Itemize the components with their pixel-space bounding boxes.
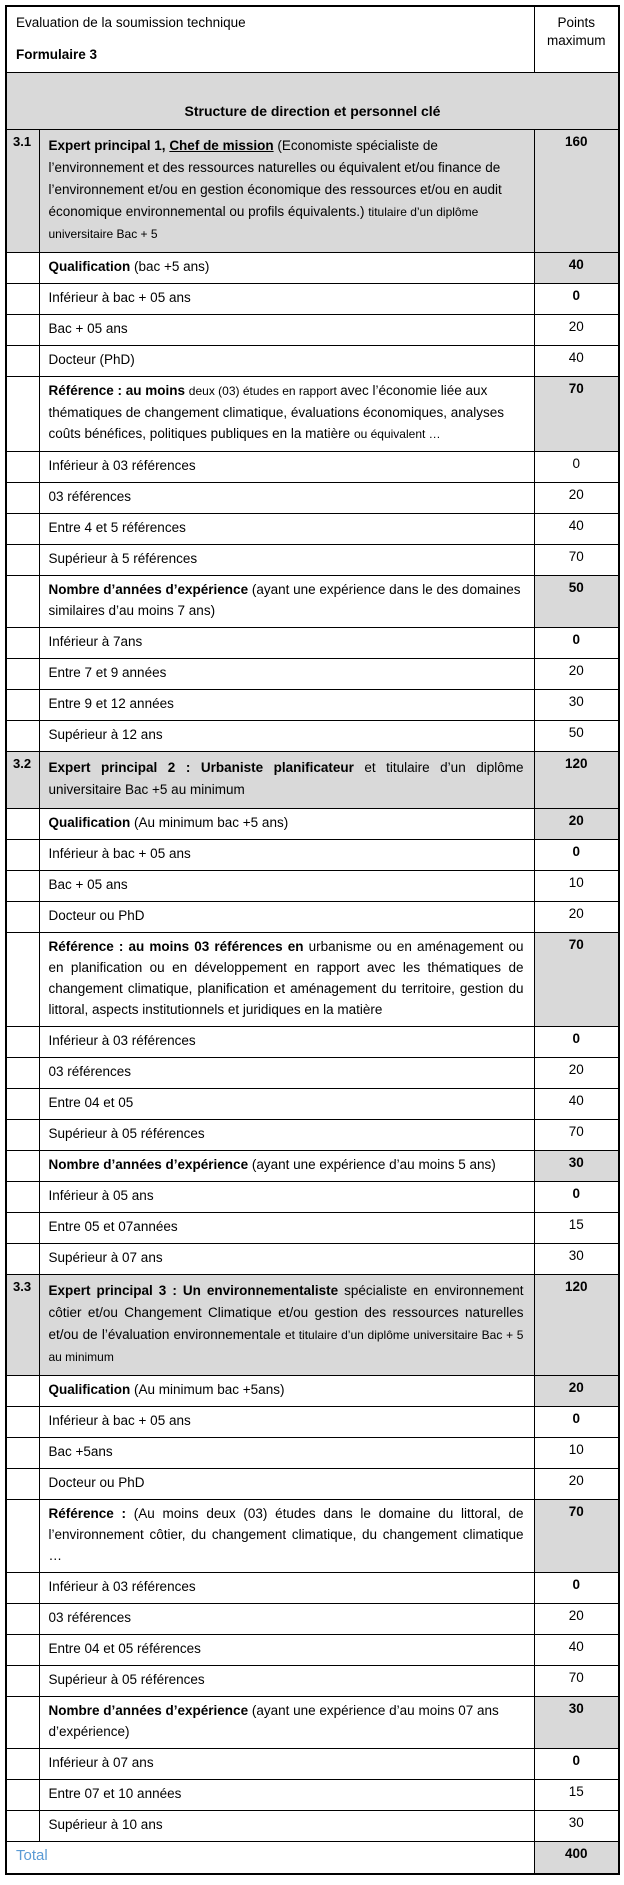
points-cell: 70 bbox=[534, 933, 619, 1027]
text-segment: Qualification bbox=[48, 259, 135, 274]
row-number-cell bbox=[6, 1120, 39, 1151]
text-segment: Inférieur à bac + 05 ans bbox=[48, 846, 191, 861]
row-number-cell bbox=[6, 690, 39, 721]
description-cell bbox=[39, 1027, 534, 1058]
points-cell: 50 bbox=[534, 576, 619, 628]
points-cell: 40 bbox=[534, 514, 619, 545]
description-cell bbox=[39, 1120, 534, 1151]
total-label: Total bbox=[6, 1842, 534, 1875]
description-cell bbox=[39, 840, 534, 871]
table-row-criterion bbox=[6, 871, 619, 902]
row-number-cell bbox=[6, 1376, 39, 1407]
text-segment: et titulaire d’un diplôme universitaire Bac +5 au minimum bbox=[48, 760, 524, 797]
description-cell bbox=[39, 1749, 534, 1780]
table-row-category bbox=[6, 576, 619, 628]
points-cell: 0 bbox=[534, 628, 619, 659]
description-cell bbox=[39, 1407, 534, 1438]
table-row-criterion bbox=[6, 1089, 619, 1120]
table-row-criterion bbox=[6, 1244, 619, 1275]
row-number-cell bbox=[6, 576, 39, 628]
text-segment: (ayant une expérience d’au moins 5 ans) bbox=[251, 1157, 496, 1172]
text-segment: Supérieur à 10 ans bbox=[48, 1817, 163, 1832]
text-segment: Supérieur à 5 références bbox=[48, 551, 198, 566]
text-segment: Nombre d’années d’expérience bbox=[48, 1157, 252, 1172]
text-segment: deux (03) études en rapport bbox=[188, 384, 341, 398]
description-cell bbox=[39, 752, 534, 809]
points-cell: 20 bbox=[534, 1604, 619, 1635]
description-cell bbox=[39, 1573, 534, 1604]
points-cell: 15 bbox=[534, 1780, 619, 1811]
text-segment: spécialiste en environnement côtier et/ou Changement Climatique et/ou gestion des ressources naturelles et/ou de l’évaluation environnementale bbox=[48, 1283, 524, 1342]
row-number-cell bbox=[6, 1697, 39, 1749]
text-segment: , bbox=[161, 138, 170, 153]
text-segment: Docteur ou PhD bbox=[48, 1475, 145, 1490]
description-cell bbox=[39, 1604, 534, 1635]
row-number-cell bbox=[6, 933, 39, 1027]
text-segment: Un environnementaliste bbox=[182, 1283, 339, 1298]
row-number-cell: 3.3 bbox=[6, 1275, 39, 1376]
text-segment: Bac + 05 ans bbox=[48, 321, 128, 336]
text-segment: urbanisme ou en aménagement ou en planification ou en développement en rapport avec les thématiques de changement climatique, planification et aménagement du territoire, gestion du littoral, aspects institutionnels et juridiques en la matière bbox=[48, 939, 524, 1017]
text-segment: : bbox=[166, 1283, 183, 1298]
table-row-criterion bbox=[6, 1780, 619, 1811]
description-cell bbox=[39, 1635, 534, 1666]
row-number-cell bbox=[6, 1213, 39, 1244]
description-cell bbox=[39, 452, 534, 483]
points-cell: 40 bbox=[534, 1635, 619, 1666]
table-row-category bbox=[6, 377, 619, 452]
row-number-cell bbox=[6, 1780, 39, 1811]
row-number-cell bbox=[6, 1666, 39, 1697]
text-segment: (Au minimum bac +5 ans) bbox=[134, 815, 289, 830]
row-number-cell bbox=[6, 1573, 39, 1604]
table-row-criterion bbox=[6, 1407, 619, 1438]
points-cell: 120 bbox=[534, 752, 619, 809]
points-cell: 160 bbox=[534, 130, 619, 253]
table-row-criterion bbox=[6, 284, 619, 315]
table-row-expert bbox=[6, 130, 619, 253]
points-cell: 20 bbox=[534, 659, 619, 690]
row-number-cell bbox=[6, 483, 39, 514]
table-row-criterion bbox=[6, 1811, 619, 1842]
text-segment: Nombre d’années d’expérience bbox=[48, 582, 252, 597]
row-number-cell bbox=[6, 315, 39, 346]
text-segment: Inférieur à 03 références bbox=[48, 1033, 196, 1048]
row-number-cell bbox=[6, 377, 39, 452]
description-cell bbox=[39, 377, 534, 452]
points-cell: 0 bbox=[534, 284, 619, 315]
description-cell bbox=[39, 721, 534, 752]
points-cell: 0 bbox=[534, 452, 619, 483]
points-cell: 40 bbox=[534, 253, 619, 284]
text-segment: : bbox=[175, 760, 201, 775]
points-cell: 15 bbox=[534, 1213, 619, 1244]
document-subtitle: Formulaire 3 bbox=[16, 47, 98, 62]
description-cell bbox=[39, 315, 534, 346]
points-cell: 30 bbox=[534, 690, 619, 721]
points-cell: 30 bbox=[534, 1811, 619, 1842]
description-cell bbox=[39, 1469, 534, 1500]
text-segment: Expert principal 2 bbox=[48, 760, 176, 775]
text-segment: Entre 7 et 9 années bbox=[48, 665, 167, 680]
text-segment: (Au minimum bac +5ans) bbox=[134, 1382, 285, 1397]
evaluation-table bbox=[5, 5, 620, 1875]
points-cell: 0 bbox=[534, 1407, 619, 1438]
section-header-row bbox=[6, 73, 619, 130]
row-number-cell bbox=[6, 1407, 39, 1438]
text-segment: Inférieur à 05 ans bbox=[48, 1188, 154, 1203]
text-segment: 03 références bbox=[48, 489, 132, 504]
row-number-cell bbox=[6, 871, 39, 902]
description-cell bbox=[39, 130, 534, 253]
text-segment: Expert principal 3 bbox=[48, 1283, 167, 1298]
points-cell: 0 bbox=[534, 1749, 619, 1780]
points-cell: 40 bbox=[534, 1089, 619, 1120]
row-number-cell bbox=[6, 1151, 39, 1182]
table-row-criterion bbox=[6, 1749, 619, 1780]
row-number-cell bbox=[6, 1058, 39, 1089]
row-number-cell bbox=[6, 1027, 39, 1058]
table-row-criterion bbox=[6, 1573, 619, 1604]
points-cell: 20 bbox=[534, 1376, 619, 1407]
row-number-cell bbox=[6, 545, 39, 576]
table-row-criterion bbox=[6, 1438, 619, 1469]
description-cell bbox=[39, 1244, 534, 1275]
document-title: Evaluation de la soumission technique bbox=[16, 15, 246, 30]
table-row-criterion bbox=[6, 315, 619, 346]
table-row-criterion bbox=[6, 659, 619, 690]
text-segment: Entre 07 et 10 années bbox=[48, 1786, 182, 1801]
description-cell bbox=[39, 576, 534, 628]
table-body bbox=[6, 130, 619, 1842]
text-segment: Entre 05 et 07années bbox=[48, 1219, 178, 1234]
table-row-criterion bbox=[6, 1666, 619, 1697]
text-segment: Référence : au moins 03 références en bbox=[48, 939, 309, 954]
table-row-criterion bbox=[6, 514, 619, 545]
text-segment: (Au moins deux (03) études dans le domaine du littoral, de l’environnement côtier, du changement climatique, du changement climatique … bbox=[48, 1506, 524, 1563]
text-segment: Entre 04 et 05 références bbox=[48, 1641, 201, 1656]
points-cell: 10 bbox=[534, 871, 619, 902]
table-row-criterion bbox=[6, 902, 619, 933]
description-cell bbox=[39, 253, 534, 284]
text-segment: Inférieur à 07 ans bbox=[48, 1755, 154, 1770]
description-cell bbox=[39, 902, 534, 933]
table-row-category bbox=[6, 933, 619, 1027]
text-segment: Qualification bbox=[48, 1382, 135, 1397]
row-number-cell bbox=[6, 346, 39, 377]
description-cell bbox=[39, 1697, 534, 1749]
description-cell bbox=[39, 659, 534, 690]
points-cell: 120 bbox=[534, 1275, 619, 1376]
description-cell bbox=[39, 1376, 534, 1407]
row-number-cell bbox=[6, 1244, 39, 1275]
text-segment: Inférieur à 03 références bbox=[48, 458, 196, 473]
points-cell: 70 bbox=[534, 1120, 619, 1151]
text-segment: (bac +5 ans) bbox=[134, 259, 210, 274]
points-cell: 0 bbox=[534, 1573, 619, 1604]
table-row-criterion bbox=[6, 840, 619, 871]
points-cell: 10 bbox=[534, 1438, 619, 1469]
table-row-criterion bbox=[6, 1469, 619, 1500]
text-segment: Référence : bbox=[48, 1506, 134, 1521]
text-segment: 03 références bbox=[48, 1610, 132, 1625]
description-cell bbox=[39, 1275, 534, 1376]
description-cell bbox=[39, 690, 534, 721]
table-row-criterion bbox=[6, 346, 619, 377]
points-cell: 20 bbox=[534, 1058, 619, 1089]
text-segment: Entre 9 et 12 années bbox=[48, 696, 174, 711]
text-segment: 03 références bbox=[48, 1064, 132, 1079]
row-number-cell bbox=[6, 809, 39, 840]
text-segment: Inférieur à bac + 05 ans bbox=[48, 1413, 191, 1428]
description-cell bbox=[39, 483, 534, 514]
description-cell bbox=[39, 1438, 534, 1469]
points-column-header: Points maximum bbox=[534, 6, 619, 73]
row-number-cell bbox=[6, 628, 39, 659]
text-segment: Supérieur à 12 ans bbox=[48, 727, 163, 742]
description-cell bbox=[39, 1089, 534, 1120]
row-number-cell bbox=[6, 1089, 39, 1120]
description-cell bbox=[39, 545, 534, 576]
text-segment: Entre 04 et 05 bbox=[48, 1095, 134, 1110]
points-cell: 20 bbox=[534, 902, 619, 933]
description-cell bbox=[39, 1780, 534, 1811]
description-cell bbox=[39, 933, 534, 1027]
row-number-cell bbox=[6, 1182, 39, 1213]
row-number-cell bbox=[6, 1635, 39, 1666]
row-number-cell bbox=[6, 721, 39, 752]
row-number-cell bbox=[6, 902, 39, 933]
table-row-category bbox=[6, 1151, 619, 1182]
text-segment: Docteur (PhD) bbox=[48, 352, 135, 367]
text-segment: Inférieur à 7ans bbox=[48, 634, 143, 649]
header-row bbox=[6, 6, 619, 73]
points-cell: 20 bbox=[534, 1469, 619, 1500]
points-cell: 70 bbox=[534, 545, 619, 576]
row-number-cell bbox=[6, 1438, 39, 1469]
points-cell: 20 bbox=[534, 483, 619, 514]
text-segment: titulaire d’un diplôme universitaire Bac + 5 bbox=[48, 205, 479, 241]
points-cell: 0 bbox=[534, 1027, 619, 1058]
table-row-criterion bbox=[6, 628, 619, 659]
text-segment: (ayant une expérience dans le des domaines similaires d’au moins 7 ans) bbox=[48, 582, 521, 618]
row-number-cell: 3.1 bbox=[6, 130, 39, 253]
table-row-category bbox=[6, 253, 619, 284]
points-cell: 30 bbox=[534, 1697, 619, 1749]
text-segment: et titulaire d’un diplôme universitaire Bac + 5 au minimum bbox=[48, 1328, 524, 1364]
text-segment: Entre 4 et 5 références bbox=[48, 520, 186, 535]
description-cell bbox=[39, 1213, 534, 1244]
description-cell bbox=[39, 1666, 534, 1697]
text-segment: Qualification bbox=[48, 815, 135, 830]
text-segment: Supérieur à 05 références bbox=[48, 1126, 205, 1141]
table-row-criterion bbox=[6, 721, 619, 752]
description-cell bbox=[39, 1058, 534, 1089]
table-row-criterion bbox=[6, 1213, 619, 1244]
points-cell: 70 bbox=[534, 1666, 619, 1697]
row-number-cell bbox=[6, 659, 39, 690]
text-segment: (ayant une expérience d’au moins 07 ans d’expérience) bbox=[48, 1703, 499, 1739]
row-number-cell bbox=[6, 1811, 39, 1842]
text-segment: (Economiste spécialiste de l’environnement et des ressources naturelles ou équivalent et/ou finance de l’environnement et/ou en gestion économique des ressources et/ou en audit économique environnemental ou profils équivalents.) bbox=[48, 138, 502, 219]
row-number-cell bbox=[6, 452, 39, 483]
table-row-criterion bbox=[6, 1027, 619, 1058]
description-cell bbox=[39, 1182, 534, 1213]
table-row-criterion bbox=[6, 545, 619, 576]
row-number-cell bbox=[6, 1469, 39, 1500]
points-cell: 0 bbox=[534, 1182, 619, 1213]
text-segment: Docteur ou PhD bbox=[48, 908, 145, 923]
points-cell: 70 bbox=[534, 377, 619, 452]
description-cell bbox=[39, 1151, 534, 1182]
table-row-expert bbox=[6, 752, 619, 809]
text-segment: Supérieur à 05 références bbox=[48, 1672, 205, 1687]
description-cell bbox=[39, 346, 534, 377]
table-row-criterion bbox=[6, 483, 619, 514]
text-segment: Bac + 05 ans bbox=[48, 877, 128, 892]
text-segment: Référence : au moins bbox=[48, 383, 189, 398]
document-header-cell bbox=[6, 6, 534, 73]
row-number-cell bbox=[6, 1749, 39, 1780]
table-row-criterion bbox=[6, 452, 619, 483]
description-cell bbox=[39, 284, 534, 315]
text-segment: Chef de mission bbox=[169, 138, 274, 153]
description-cell bbox=[39, 871, 534, 902]
text-segment: ou équivalent … bbox=[353, 427, 441, 441]
text-segment: Inférieur à 03 références bbox=[48, 1579, 196, 1594]
description-cell bbox=[39, 628, 534, 659]
points-cell: 30 bbox=[534, 1244, 619, 1275]
points-cell: 50 bbox=[534, 721, 619, 752]
row-number-cell bbox=[6, 253, 39, 284]
text-segment: avec l’économie liée aux thématiques de changement climatique, évaluations économiques, analyses coûts bénéfices, politiques publiques en la matière bbox=[48, 383, 505, 441]
text-segment: Nombre d’années d’expérience bbox=[48, 1703, 252, 1718]
total-row bbox=[6, 1842, 619, 1875]
section-title: Structure de direction et personnel clé bbox=[6, 73, 619, 130]
table-row-criterion bbox=[6, 1182, 619, 1213]
table-row-category bbox=[6, 809, 619, 840]
row-number-cell bbox=[6, 1604, 39, 1635]
text-segment: Inférieur à bac + 05 ans bbox=[48, 290, 191, 305]
text-segment: Expert principal 1 bbox=[48, 138, 162, 153]
row-number-cell bbox=[6, 284, 39, 315]
description-cell bbox=[39, 809, 534, 840]
text-segment: Bac +5ans bbox=[48, 1444, 113, 1459]
table-row-criterion bbox=[6, 1604, 619, 1635]
points-cell: 20 bbox=[534, 809, 619, 840]
total-points-cell: 400 bbox=[534, 1842, 619, 1875]
row-number-cell bbox=[6, 840, 39, 871]
description-cell bbox=[39, 514, 534, 545]
table-row-category bbox=[6, 1376, 619, 1407]
points-cell: 0 bbox=[534, 840, 619, 871]
table-row-criterion bbox=[6, 1635, 619, 1666]
points-cell: 30 bbox=[534, 1151, 619, 1182]
text-segment: Urbaniste planificateur bbox=[200, 760, 354, 775]
points-cell: 70 bbox=[534, 1500, 619, 1573]
table-row-criterion bbox=[6, 1120, 619, 1151]
table-row-category bbox=[6, 1697, 619, 1749]
points-cell: 20 bbox=[534, 315, 619, 346]
row-number-cell bbox=[6, 1500, 39, 1573]
table-row-expert bbox=[6, 1275, 619, 1376]
row-number-cell bbox=[6, 514, 39, 545]
description-cell bbox=[39, 1811, 534, 1842]
table-row-criterion bbox=[6, 690, 619, 721]
table-row-criterion bbox=[6, 1058, 619, 1089]
table-row-category bbox=[6, 1500, 619, 1573]
points-cell: 40 bbox=[534, 346, 619, 377]
description-cell bbox=[39, 1500, 534, 1573]
row-number-cell: 3.2 bbox=[6, 752, 39, 809]
text-segment: Supérieur à 07 ans bbox=[48, 1250, 163, 1265]
